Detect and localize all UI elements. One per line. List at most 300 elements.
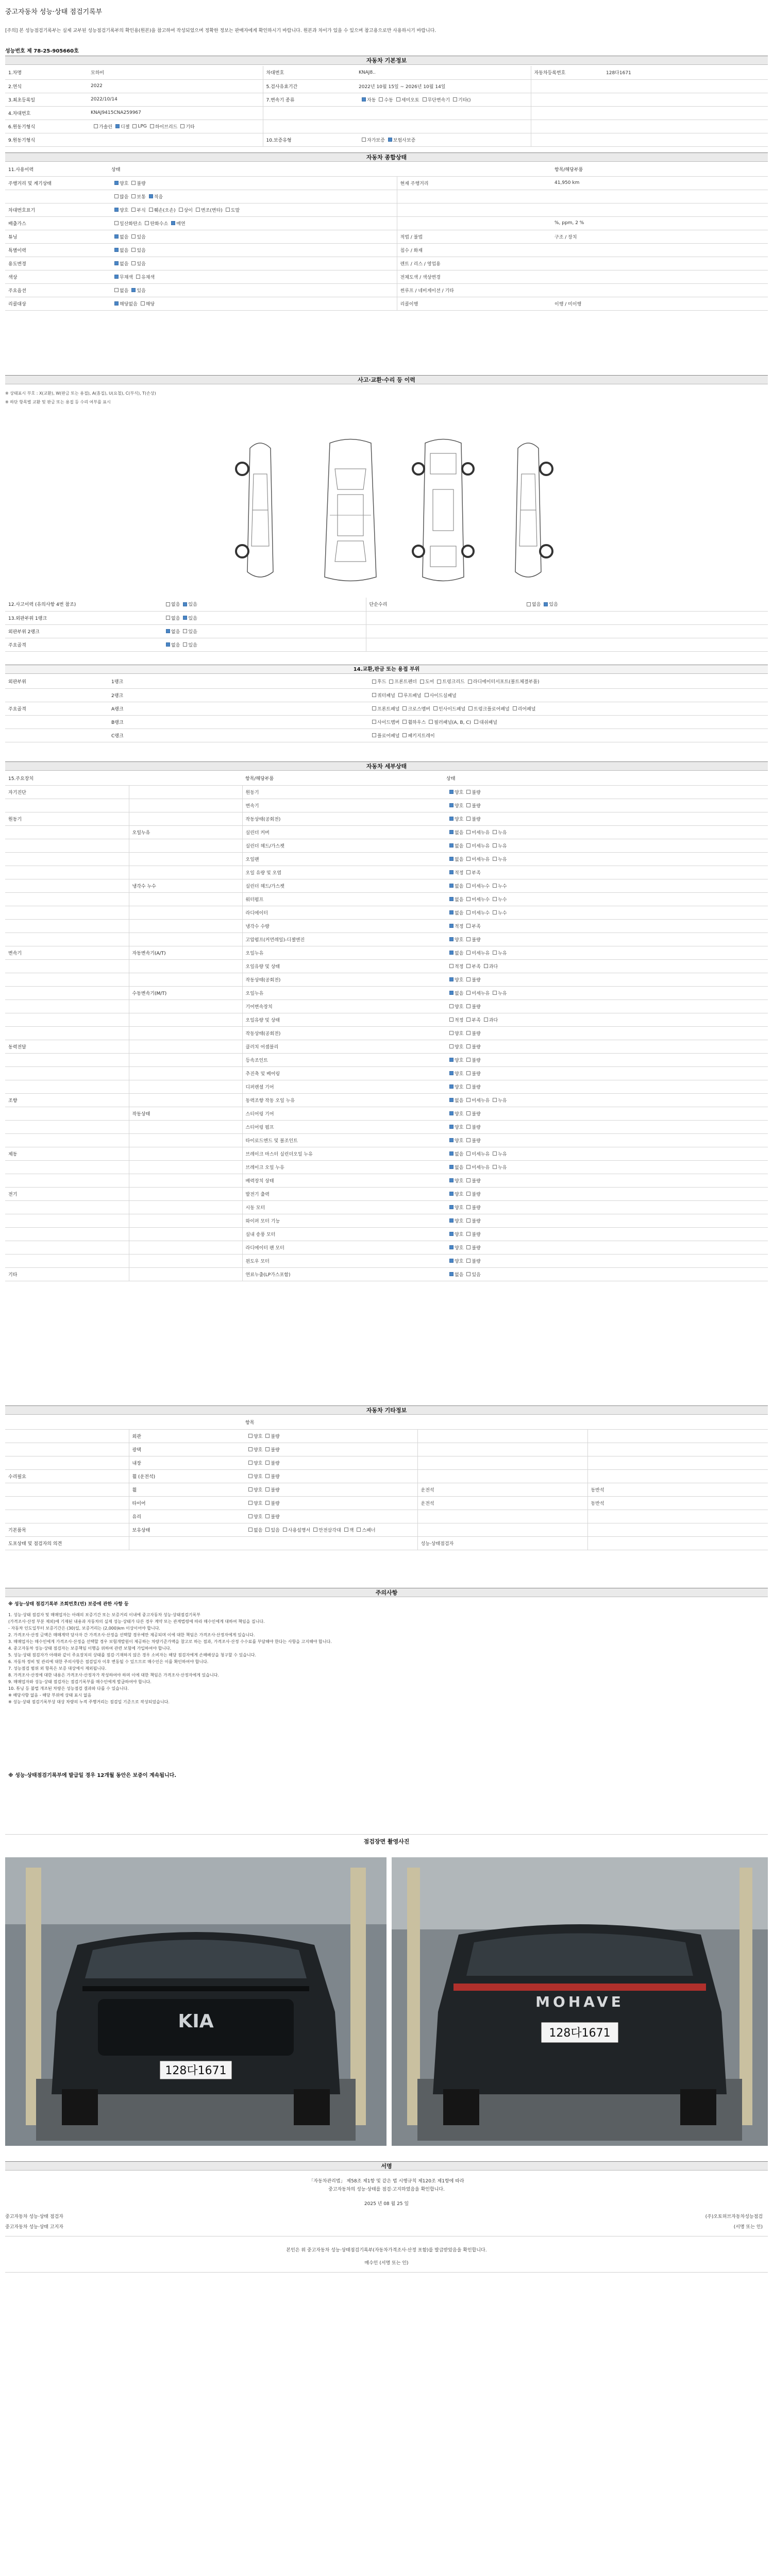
checkbox[interactable] bbox=[466, 803, 470, 807]
checkbox-label: 없음 bbox=[455, 884, 464, 889]
detail-options bbox=[443, 852, 768, 866]
checkbox[interactable] bbox=[449, 910, 453, 914]
checkbox-label: 패키지트레이 bbox=[408, 733, 435, 739]
accident-label: 주요골격 bbox=[5, 638, 160, 651]
checkbox[interactable] bbox=[265, 1447, 270, 1451]
checkbox[interactable] bbox=[493, 843, 497, 848]
checkbox[interactable] bbox=[466, 830, 470, 834]
checkbox[interactable] bbox=[466, 843, 470, 848]
checkbox-label: 누유 bbox=[498, 1151, 507, 1157]
checkbox[interactable] bbox=[466, 1192, 470, 1196]
detail-group bbox=[5, 839, 129, 852]
checkbox[interactable] bbox=[149, 194, 153, 198]
checkbox[interactable] bbox=[265, 1434, 270, 1438]
detail-item: 추진축 및 베어링 bbox=[242, 1066, 443, 1080]
checkbox[interactable] bbox=[493, 910, 497, 914]
checkbox-label: 없음 bbox=[455, 830, 464, 836]
detail-group bbox=[5, 1013, 129, 1026]
general-label bbox=[5, 190, 108, 203]
detail-options bbox=[443, 1026, 768, 1040]
general-value: 이행 / 미이행 bbox=[551, 297, 768, 310]
general-value bbox=[551, 270, 768, 283]
checkbox[interactable] bbox=[449, 1151, 453, 1156]
checkbox[interactable] bbox=[114, 275, 119, 279]
checkbox[interactable] bbox=[466, 1218, 470, 1223]
other-row bbox=[5, 1456, 768, 1469]
general-label: 배출가스 bbox=[5, 216, 108, 230]
detail-group bbox=[5, 1160, 129, 1174]
accident-table bbox=[5, 598, 768, 652]
checkbox[interactable] bbox=[166, 602, 170, 606]
other-group: 수리필요 bbox=[5, 1469, 129, 1483]
checkbox[interactable] bbox=[114, 248, 119, 252]
detail-row bbox=[5, 1254, 768, 1267]
checkbox[interactable] bbox=[493, 1165, 497, 1169]
checkbox[interactable] bbox=[466, 857, 470, 861]
other-group: 기본품목 bbox=[5, 1523, 129, 1536]
checkbox[interactable] bbox=[449, 1218, 453, 1223]
checkbox[interactable] bbox=[449, 991, 453, 995]
checkbox[interactable] bbox=[468, 706, 473, 710]
checkbox[interactable] bbox=[449, 1044, 453, 1048]
checkbox[interactable] bbox=[357, 1528, 361, 1532]
checkbox[interactable] bbox=[449, 1084, 453, 1089]
checkbox[interactable] bbox=[449, 1004, 453, 1008]
checkbox[interactable] bbox=[131, 234, 136, 239]
checkbox-label: 라디에이터서포트(볼트체결부품) bbox=[473, 680, 540, 685]
checkbox[interactable] bbox=[466, 1044, 470, 1048]
checkbox[interactable] bbox=[372, 720, 376, 724]
other-mid bbox=[417, 1456, 587, 1469]
checkbox[interactable] bbox=[449, 1138, 453, 1142]
other-group bbox=[5, 1429, 129, 1443]
checkbox[interactable] bbox=[449, 1205, 453, 1209]
checkbox-label: 불량 bbox=[472, 1138, 481, 1144]
basic-label-2: 10.보증유형 bbox=[263, 133, 356, 146]
detail-row bbox=[5, 892, 768, 906]
detail-item: 스티어링 기어 bbox=[242, 1107, 443, 1120]
checkbox[interactable] bbox=[265, 1514, 270, 1518]
checkbox[interactable] bbox=[466, 924, 470, 928]
checkbox[interactable] bbox=[449, 1125, 453, 1129]
checkbox[interactable] bbox=[136, 275, 140, 279]
checkbox-label: 세미오토 bbox=[401, 97, 419, 103]
checkbox-label: 양호 bbox=[254, 1461, 263, 1466]
other-item bbox=[129, 1536, 242, 1550]
checkbox[interactable] bbox=[466, 910, 470, 914]
detail-row bbox=[5, 1040, 768, 1053]
checkbox-label: 미세누유 bbox=[472, 1151, 490, 1157]
checkbox[interactable] bbox=[449, 1192, 453, 1196]
general-note: 렌트 / 리스 / 영업용 bbox=[397, 257, 551, 270]
checkbox[interactable] bbox=[396, 97, 400, 101]
detail-item: 동력조향 작동 오일 누유 bbox=[242, 1093, 443, 1107]
checkbox[interactable] bbox=[449, 1098, 453, 1102]
detail-row bbox=[5, 879, 768, 892]
checkbox[interactable] bbox=[379, 97, 383, 101]
other-right: 동반석 bbox=[587, 1483, 768, 1496]
accident-row bbox=[5, 598, 768, 611]
checkbox-label: 미세누유 bbox=[472, 830, 490, 836]
general-note: 현재 주행거리 bbox=[397, 176, 551, 190]
checkbox-label: 양호 bbox=[455, 1084, 464, 1090]
checkbox[interactable] bbox=[449, 897, 453, 901]
detail-options bbox=[443, 919, 768, 933]
basic-label-2 bbox=[263, 120, 356, 133]
checkbox[interactable] bbox=[248, 1447, 253, 1451]
checkbox[interactable] bbox=[484, 1018, 488, 1022]
checkbox[interactable] bbox=[183, 616, 187, 620]
detail-options bbox=[443, 973, 768, 986]
checkbox[interactable] bbox=[226, 208, 230, 212]
detail-row bbox=[5, 1174, 768, 1187]
checkbox-label: 없음 bbox=[455, 1165, 464, 1171]
general-note bbox=[397, 203, 551, 216]
detail-row bbox=[5, 906, 768, 919]
checkbox[interactable] bbox=[131, 248, 136, 252]
checkbox[interactable] bbox=[132, 124, 137, 128]
detail-sub bbox=[129, 959, 242, 973]
other-row bbox=[5, 1469, 768, 1483]
other-right bbox=[587, 1523, 768, 1536]
checkbox[interactable] bbox=[449, 964, 453, 968]
checkbox-label: 없음 bbox=[171, 602, 180, 608]
other-info-table bbox=[5, 1416, 768, 1550]
checkbox[interactable] bbox=[466, 1111, 470, 1115]
checkbox[interactable] bbox=[449, 1178, 453, 1182]
checkbox[interactable] bbox=[265, 1528, 270, 1532]
checkbox[interactable] bbox=[437, 680, 441, 684]
detail-item: 오일유량 및 상태 bbox=[242, 1013, 443, 1026]
checkbox[interactable] bbox=[141, 301, 145, 306]
checkbox-label: 없음 bbox=[455, 897, 464, 903]
checkbox[interactable] bbox=[265, 1474, 270, 1478]
checkbox[interactable] bbox=[466, 1259, 470, 1263]
checkbox[interactable] bbox=[493, 884, 497, 888]
checkbox[interactable] bbox=[493, 897, 497, 901]
checkbox[interactable] bbox=[449, 884, 453, 888]
checkbox[interactable] bbox=[449, 977, 453, 981]
checkbox[interactable] bbox=[466, 1205, 470, 1209]
checkbox[interactable] bbox=[183, 642, 187, 647]
checkbox[interactable] bbox=[544, 602, 548, 606]
general-options bbox=[108, 243, 397, 257]
detail-row bbox=[5, 1026, 768, 1040]
general-note bbox=[397, 216, 551, 230]
accident-legend-2: ※ 하단 항목별 교환 및 판금 또는 용접 등 수리 여부를 표시 bbox=[5, 400, 111, 404]
checkbox-label: 기타 bbox=[186, 124, 195, 130]
caution-line: ※ 해당사항 없음 - 해당 부위에 상태 표시 없음 bbox=[8, 1693, 92, 1698]
checkbox[interactable] bbox=[372, 706, 376, 710]
checkbox[interactable] bbox=[398, 693, 402, 697]
checkbox[interactable] bbox=[313, 1528, 317, 1532]
checkbox[interactable] bbox=[466, 1245, 470, 1249]
checkbox[interactable] bbox=[466, 977, 470, 981]
checkbox[interactable] bbox=[466, 1071, 470, 1075]
checkbox[interactable] bbox=[131, 208, 136, 212]
detail-options bbox=[443, 1174, 768, 1187]
checkbox[interactable] bbox=[265, 1461, 270, 1465]
checkbox[interactable] bbox=[449, 830, 453, 834]
checkbox[interactable] bbox=[449, 1232, 453, 1236]
checkbox[interactable] bbox=[466, 1004, 470, 1008]
checkbox-label: 양호 bbox=[455, 803, 464, 809]
checkbox[interactable] bbox=[183, 602, 187, 606]
checkbox[interactable] bbox=[449, 1165, 453, 1169]
checkbox[interactable] bbox=[466, 897, 470, 901]
document-title: 중고자동차 성능·상태 점검기록부 bbox=[5, 8, 103, 16]
other-header-cell bbox=[417, 1416, 587, 1429]
checkbox[interactable] bbox=[180, 124, 184, 128]
checkbox[interactable] bbox=[131, 181, 136, 185]
checkbox[interactable] bbox=[449, 937, 453, 941]
checkbox[interactable] bbox=[449, 924, 453, 928]
checkbox[interactable] bbox=[248, 1434, 253, 1438]
detail-options bbox=[443, 1093, 768, 1107]
checkbox[interactable] bbox=[248, 1501, 253, 1505]
checkbox[interactable] bbox=[362, 97, 366, 101]
checkbox[interactable] bbox=[449, 790, 453, 794]
checkbox[interactable] bbox=[131, 261, 136, 265]
checkbox[interactable] bbox=[449, 817, 453, 821]
checkbox[interactable] bbox=[114, 181, 119, 185]
checkbox[interactable] bbox=[466, 790, 470, 794]
checkbox[interactable] bbox=[449, 1272, 453, 1276]
checkbox[interactable] bbox=[449, 857, 453, 861]
checkbox[interactable] bbox=[114, 221, 119, 225]
checkbox-label: 누유 bbox=[498, 991, 507, 996]
checkbox-label: 양호 bbox=[120, 208, 129, 213]
checkbox[interactable] bbox=[484, 964, 488, 968]
checkbox[interactable] bbox=[150, 124, 154, 128]
checkbox[interactable] bbox=[493, 991, 497, 995]
checkbox[interactable] bbox=[466, 1031, 470, 1035]
checkbox[interactable] bbox=[372, 680, 376, 684]
checkbox[interactable] bbox=[466, 937, 470, 941]
checkbox[interactable] bbox=[145, 221, 149, 225]
document-notice: [주의] 본 성능점검기록부는 실제 교부된 성능점검기록부의 확인용(원본)을 참고하여 작성되었으며 정확한 정보는 판매자에게 확인하시기 바랍니다. 원본과 차이가 있을 수 있으며 참고용으로만 사용하시기 바랍니다. bbox=[5, 28, 436, 33]
checkbox[interactable] bbox=[466, 1084, 470, 1089]
checkbox-label: 불량 bbox=[472, 937, 481, 943]
checkbox[interactable] bbox=[527, 602, 531, 606]
checkbox[interactable] bbox=[344, 1528, 348, 1532]
checkbox[interactable] bbox=[425, 693, 429, 697]
checkbox-label: 양호 bbox=[455, 1192, 464, 1197]
caution-line: 4. 중고자동차 성능·상태 점검자는 보증책임 이행을 위하여 관련 보험에 가입하여야 합니다. bbox=[8, 1646, 172, 1651]
checkbox[interactable] bbox=[449, 1018, 453, 1022]
checkbox[interactable] bbox=[449, 870, 453, 874]
detail-options bbox=[443, 799, 768, 812]
detail-row bbox=[5, 986, 768, 999]
detail-item: 오일누유 bbox=[242, 986, 443, 999]
other-mid bbox=[417, 1523, 587, 1536]
checkbox[interactable] bbox=[114, 301, 119, 306]
checkbox[interactable] bbox=[114, 288, 119, 292]
checkbox-label: 부식 bbox=[137, 208, 146, 213]
checkbox[interactable] bbox=[466, 1151, 470, 1156]
checkbox[interactable] bbox=[466, 1098, 470, 1102]
checkbox[interactable] bbox=[493, 830, 497, 834]
checkbox[interactable] bbox=[466, 1272, 470, 1276]
general-label: 주행거리 및 계기상태 bbox=[5, 176, 108, 190]
checkbox-label: 양호 bbox=[455, 1071, 464, 1077]
checkbox[interactable] bbox=[283, 1528, 287, 1532]
checkbox[interactable] bbox=[493, 1151, 497, 1156]
accident-label-2 bbox=[366, 611, 520, 624]
checkbox[interactable] bbox=[466, 964, 470, 968]
detail-group bbox=[5, 906, 129, 919]
detail-group bbox=[5, 1120, 129, 1133]
checkbox-label: 불량 bbox=[472, 1125, 481, 1130]
checkbox[interactable] bbox=[423, 97, 427, 101]
checkbox[interactable] bbox=[420, 680, 424, 684]
checkbox[interactable] bbox=[402, 733, 407, 737]
checkbox[interactable] bbox=[474, 720, 478, 724]
basic-row bbox=[5, 79, 768, 93]
checkbox-label: 과다 bbox=[489, 964, 498, 970]
detail-options bbox=[443, 812, 768, 825]
checkbox[interactable] bbox=[449, 843, 453, 848]
checkbox[interactable] bbox=[149, 208, 153, 212]
checkbox[interactable] bbox=[131, 194, 136, 198]
checkbox[interactable] bbox=[466, 884, 470, 888]
checkbox[interactable] bbox=[449, 1031, 453, 1035]
basic-label: 2.연식 bbox=[5, 79, 88, 93]
basic-value: KNAJ9415CNA259967 bbox=[88, 106, 263, 120]
other-right bbox=[587, 1429, 768, 1443]
checkbox[interactable] bbox=[114, 208, 119, 212]
checkbox[interactable] bbox=[196, 208, 200, 212]
checkbox[interactable] bbox=[114, 194, 119, 198]
detail-sub bbox=[129, 1200, 242, 1214]
basic-info-table bbox=[5, 66, 768, 147]
checkbox-label: 양호 bbox=[455, 1044, 464, 1050]
checkbox[interactable] bbox=[493, 951, 497, 955]
checkbox[interactable] bbox=[389, 680, 393, 684]
detail-sub bbox=[129, 1187, 242, 1200]
checkbox[interactable] bbox=[114, 261, 119, 265]
checkbox[interactable] bbox=[166, 642, 170, 647]
checkbox[interactable] bbox=[466, 870, 470, 874]
checkbox[interactable] bbox=[449, 951, 453, 955]
detail-group bbox=[5, 1254, 129, 1267]
checkbox[interactable] bbox=[94, 124, 98, 128]
checkbox[interactable] bbox=[466, 817, 470, 821]
checkbox-label: 불량 bbox=[472, 1245, 481, 1251]
checkbox-label: 도어 bbox=[425, 680, 434, 685]
checkbox[interactable] bbox=[466, 951, 470, 955]
checkbox[interactable] bbox=[362, 138, 366, 142]
checkbox[interactable] bbox=[388, 138, 392, 142]
general-note: 전체도색 / 색상변경 bbox=[397, 270, 551, 283]
detail-sub bbox=[129, 1013, 242, 1026]
checkbox[interactable] bbox=[171, 221, 175, 225]
checkbox[interactable] bbox=[179, 208, 183, 212]
checkbox[interactable] bbox=[466, 1165, 470, 1169]
general-row bbox=[5, 297, 768, 310]
checkbox[interactable] bbox=[513, 706, 517, 710]
checkbox[interactable] bbox=[453, 97, 457, 101]
checkbox[interactable] bbox=[468, 680, 472, 684]
checkbox-label: 불량 bbox=[271, 1461, 280, 1466]
detail-item: 발전기 출력 bbox=[242, 1187, 443, 1200]
checkbox[interactable] bbox=[265, 1501, 270, 1505]
other-row bbox=[5, 1523, 768, 1536]
checkbox[interactable] bbox=[402, 706, 407, 710]
checkbox[interactable] bbox=[372, 733, 376, 737]
checkbox-label: 없음 bbox=[455, 951, 464, 956]
checkbox-label: 불량 bbox=[472, 817, 481, 822]
checkbox[interactable] bbox=[493, 857, 497, 861]
checkbox[interactable] bbox=[166, 629, 170, 633]
detail-options bbox=[443, 1120, 768, 1133]
checkbox[interactable] bbox=[466, 991, 470, 995]
parts-items bbox=[366, 715, 768, 728]
other-mid: 성능·상태점검자 bbox=[417, 1536, 587, 1550]
checkbox[interactable] bbox=[248, 1528, 253, 1532]
checkbox-label: 미세누유 bbox=[472, 857, 490, 862]
checkbox[interactable] bbox=[449, 1071, 453, 1075]
checkbox[interactable] bbox=[466, 1058, 470, 1062]
checkbox[interactable] bbox=[466, 1178, 470, 1182]
other-header-cell bbox=[5, 1416, 129, 1429]
detail-group: 원동기 bbox=[5, 812, 129, 825]
detail-row bbox=[5, 799, 768, 812]
caution-line: 10. 튜닝 등 불법 개조된 차량은 성능점검 결과와 다를 수 있습니다. bbox=[8, 1686, 129, 1691]
checkbox[interactable] bbox=[466, 1232, 470, 1236]
checkbox-label: 양호 bbox=[455, 977, 464, 983]
checkbox-label: 없음 bbox=[120, 288, 129, 294]
checkbox[interactable] bbox=[248, 1514, 253, 1518]
checkbox[interactable] bbox=[466, 1125, 470, 1129]
checkbox[interactable] bbox=[131, 288, 136, 292]
detail-item: 실린더 헤드/가스켓 bbox=[242, 879, 443, 892]
basic-value: 모하비 bbox=[88, 66, 263, 79]
checkbox[interactable] bbox=[493, 1098, 497, 1102]
parts-title: 14.교환,판금 또는 용접 부위 bbox=[5, 665, 768, 674]
checkbox[interactable] bbox=[115, 124, 120, 128]
checkbox[interactable] bbox=[402, 720, 407, 724]
checkbox[interactable] bbox=[466, 1138, 470, 1142]
checkbox-label: 상이 bbox=[183, 208, 193, 213]
transmission-options bbox=[356, 93, 531, 106]
checkbox[interactable] bbox=[449, 1259, 453, 1263]
general-row bbox=[5, 176, 768, 190]
checkbox[interactable] bbox=[449, 1058, 453, 1062]
checkbox[interactable] bbox=[429, 720, 433, 724]
caution-line: (가격조사·산정 부분 제외)에 기재된 내용과 자동차의 실제 성능·상태가 다른 경우 계약 또는 관계법령에 따라 매수인에게 대하여 책임을 집니다. bbox=[8, 1619, 265, 1624]
checkbox[interactable] bbox=[248, 1474, 253, 1478]
checkbox[interactable] bbox=[166, 616, 170, 620]
checkbox[interactable] bbox=[449, 803, 453, 807]
signature-date: 2025 년 08 월 25 일 bbox=[364, 2201, 409, 2207]
checkbox[interactable] bbox=[248, 1461, 253, 1465]
checkbox[interactable] bbox=[449, 1245, 453, 1249]
checkbox[interactable] bbox=[183, 629, 187, 633]
checkbox[interactable] bbox=[449, 1111, 453, 1115]
checkbox[interactable] bbox=[248, 1487, 253, 1492]
checkbox[interactable] bbox=[265, 1487, 270, 1492]
checkbox[interactable] bbox=[114, 234, 119, 239]
checkbox[interactable] bbox=[433, 706, 438, 710]
checkbox[interactable] bbox=[466, 1018, 470, 1022]
other-mid bbox=[417, 1429, 587, 1443]
general-label: 튜닝 bbox=[5, 230, 108, 243]
detail-options bbox=[443, 1267, 768, 1281]
checkbox[interactable] bbox=[372, 693, 376, 697]
detail-options bbox=[443, 986, 768, 999]
basic-label: 6.원동기형식 bbox=[5, 120, 88, 133]
